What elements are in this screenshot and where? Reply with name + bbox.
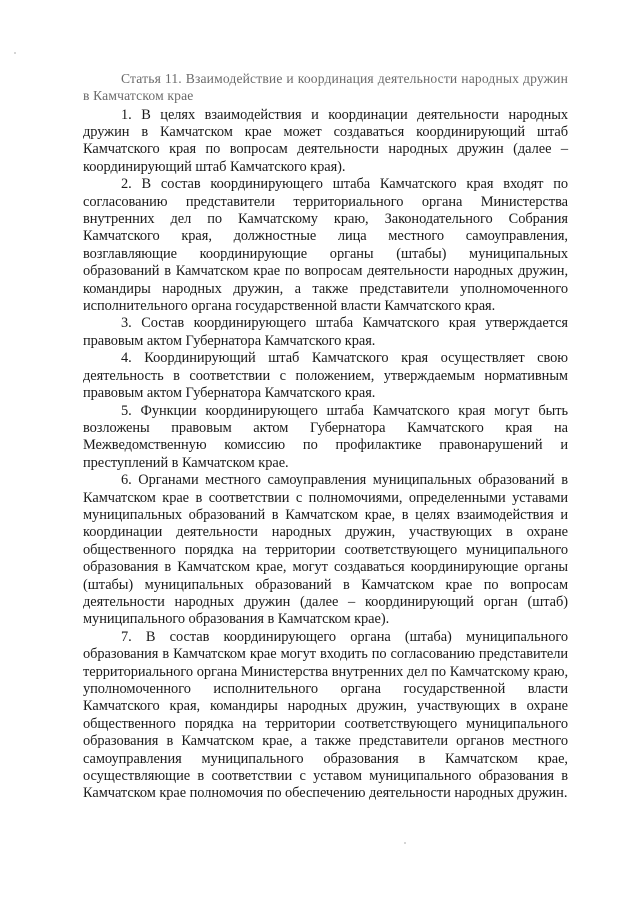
scan-speck — [14, 52, 16, 54]
paragraph-3: 3. Состав координирующего штаба Камчатского края утверждается правовым актом Губернатора Камчатского края. — [83, 315, 568, 349]
paragraph-7: 7. В состав координирующего органа (штаба) муниципального образования в Камчатском крае могут входить по согласованию представители территориального органа Министерства внутренних дел по Камчатскому краю, уполномоченного исполнительного органа государственной власти Камчатского края, командиры народных дружин, участвующих в охране общественного порядка на территории соответствующего муниципального образования в Камчатском крае, а также представители органов местного самоуправления муниципального образования в Камчатском крае, осуществляющие в соответствии с уставом муниципального образования в Камчатском крае полномочия по обеспечению деятельности народных дружин. — [83, 628, 568, 802]
paragraph-4: 4. Координирующий штаб Камчатского края осуществляет свою деятельность в соответствии с положением, утверждаемым нормативным правовым актом Губернатора Камчатского края. — [83, 350, 568, 402]
paragraph-1: 1. В целях взаимодействия и координации деятельности народных дружин в Камчатском крае может создаваться координирующий штаб Камчатского края по вопросам деятельности народных дружин (далее – координирующий штаб Камчатского края). — [83, 106, 568, 175]
document-body — [83, 70, 568, 803]
paragraph-2: 2. В состав координирующего штаба Камчатского края входят по согласованию представители территориального органа Министерства внутренних дел по Камчатскому краю, Законодательного Собрания Камчатского края, должностные лица местного самоуправления, возглавляющие координирующие органы (штабы) муниципальных образований в Камчатском крае по вопросам деятельности народных дружин, командиры народных дружин, а также представители уполномоченного исполнительного органа государственной власти Камчатского края. — [83, 176, 568, 315]
scan-speck — [404, 842, 406, 844]
paragraph-6: 6. Органами местного самоуправления муниципальных образований в Камчатском крае в соответствии с полномочиями, определенными уставами муниципальных образований в Камчатском крае, в целях взаимодействия и координации деятельности народных дружин, участвующих в охране общественного порядка на территории соответствующего муниципального образования в Камчатском крае, могут создаваться координирующие органы (штабы) муниципальных образований в Камчатском крае по вопросам деятельности народных дружин (далее – координирующий орган (штаб) муниципального образования в Камчатском крае). — [83, 472, 568, 628]
article-title: Статья 11. Взаимодействие и координация деятельности народных дружин в Камчатском крае — [83, 71, 568, 104]
paragraph-5: 5. Функции координирующего штаба Камчатского края могут быть возложены правовым актом Губернатора Камчатского края на Межведомственную комиссию по профилактике правонарушений и преступлений в Камчатском крае. — [83, 402, 568, 471]
